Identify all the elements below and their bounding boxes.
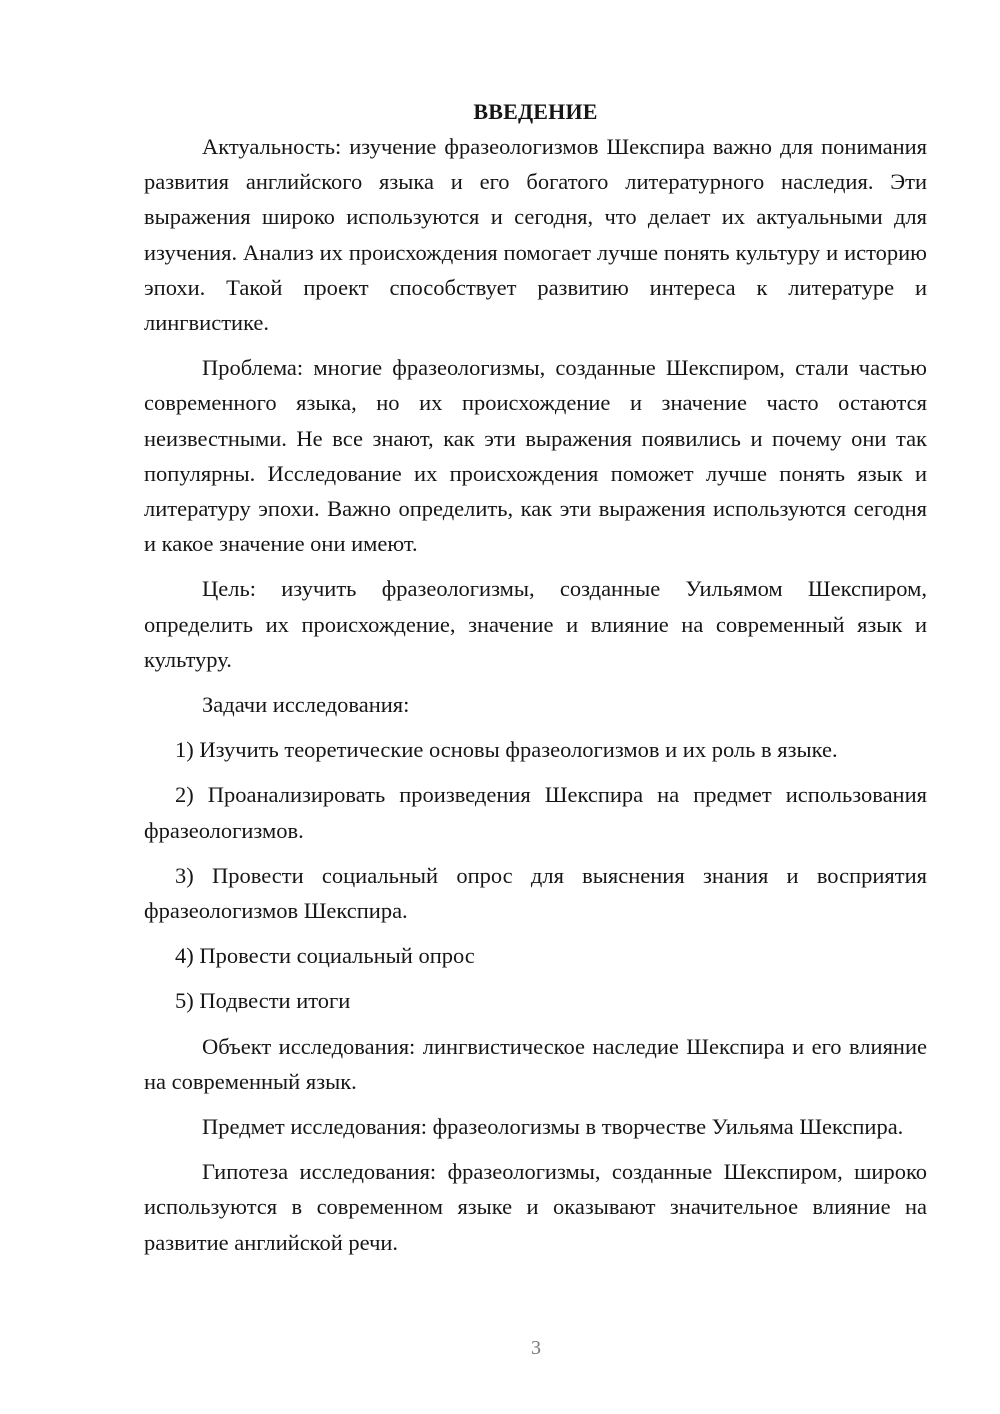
goal-paragraph: Цель: изучить фразеологизмы, созданные Уильямом Шекспиром, определить их происхождение, значение и влияние на современный язык и культуру. — [144, 576, 927, 672]
hypothesis-paragraph: Гипотеза исследования: фразеологизмы, созданные Шекспиром, широко используются в современном языке и оказывают значительное влияние на развитие английской речи. — [144, 1159, 927, 1255]
relevance-paragraph: Актуальность: изучение фразеологизмов Шекспира важно для понимания развития английского языка и его богатого литературного наследия. Эти выражения широко используются и сегодня, что делает их актуальными для изучения. Анализ их происхождения помогает лучше понять культуру и историю эпохи. Такой проект способствует развитию интереса к литературе и лингвистике. — [144, 134, 927, 336]
tasks-heading: Задачи исследования: — [202, 692, 410, 718]
page-number: 3 — [531, 1337, 541, 1359]
subject-paragraph: Предмет исследования: фразеологизмы в творчестве Уильяма Шекспира. — [202, 1114, 904, 1140]
task-item-2: 2) Проанализировать произведения Шекспира на предмет использования фразеологизмов. — [144, 782, 927, 843]
page-heading: ВВЕДЕНИЕ — [473, 99, 598, 124]
task-item-4: 4) Провести социальный опрос — [175, 943, 475, 969]
task-item-1: 1) Изучить теоретические основы фразеологизмов и их роль в языке. — [175, 737, 838, 763]
task-item-5: 5) Подвести итоги — [175, 988, 351, 1014]
page-body — [144, 94, 927, 1270]
problem-paragraph: Проблема: многие фразеологизмы, созданные Шекспиром, стали частью современного языка, но их происхождение и значение часто остаются неизвестными. Не все знают, как эти выражения появились и почему они так популярны. Исследование их происхождения поможет лучше понять язык и литературу эпохи. Важно определить, как эти выражения используются сегодня и какое значение они имеют. — [144, 355, 927, 557]
object-paragraph: Объект исследования: лингвистическое наследие Шекспира и его влияние на современный язык. — [144, 1033, 927, 1094]
task-item-3: 3) Провести социальный опрос для выяснения знания и восприятия фразеологизмов Шекспира. — [144, 862, 927, 924]
